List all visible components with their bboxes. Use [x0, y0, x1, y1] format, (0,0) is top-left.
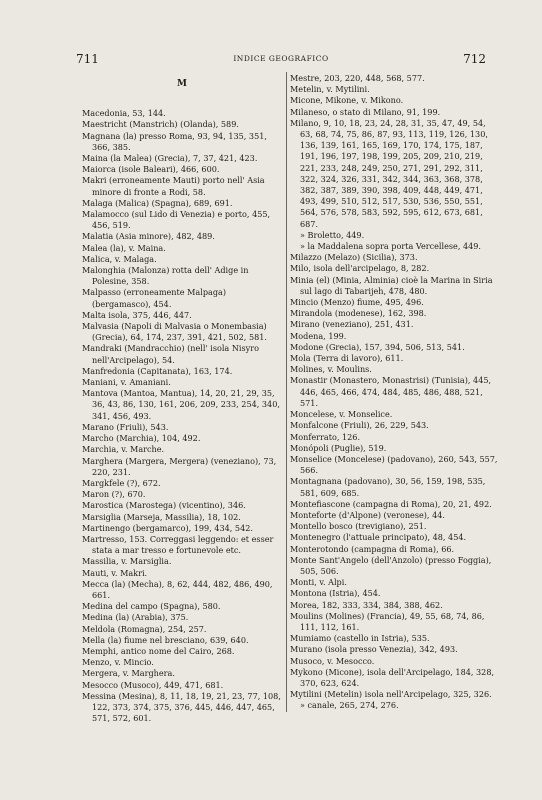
index-entry: Musoco, v. Mesocco. — [290, 655, 375, 666]
index-entry: Maniani, v. Amaniani. — [82, 377, 171, 388]
index-entry: Montello bosco (trevigiano), 251. — [290, 521, 427, 532]
index-entry: Monteforte (d'Alpone) (veronese), 44. — [290, 509, 445, 520]
index-entry: Messina (Mesina), 8, 11, 18, 19, 21, 23, 77, 108, 122, 373, 374, 375, 376, 445, 446, 447, 465, 571, 572, 601. — [82, 690, 281, 724]
index-entry: Mola (Terra di lavoro), 611. — [290, 353, 404, 364]
index-entry: Marsiglia (Marseja, Massilia), 18, 102. — [82, 511, 241, 522]
index-entry: Mincio (Menzo) fiume, 495, 496. — [290, 297, 424, 308]
index-entry: Montenegro (l'attuale principato), 48, 454. — [290, 532, 467, 543]
index-entry: Makri (erroneamente Mauti) porto nell' Asia minore di fronte a Rodi, 58. — [82, 175, 265, 197]
index-entry: Medina (la) (Arabia), 375. — [82, 612, 189, 623]
page-number-right: 712 — [463, 52, 486, 66]
index-entry: Montefiascone (campagna di Roma), 20, 21, 492. — [290, 498, 492, 509]
index-entry: Minia (el) (Minia, Alminia) cioè la Marina in Siria sul lago di Tabarijeh, 478, 480. — [290, 274, 493, 296]
index-entry: Marghera (Margera, Mergera) (veneziano), 73, 220, 231. — [82, 455, 277, 477]
index-entry: Malpasso (erroneamente Malpaga) (bergamasco), 454. — [82, 287, 227, 309]
index-entry: Molines, v. Moulins. — [290, 364, 372, 375]
index-entry: Monferrato, 126. — [290, 431, 361, 442]
index-entry: Mecca (la) (Mecha), 8, 62, 444, 482, 486, 490, 661. — [82, 578, 273, 600]
index-entry: Mesocco (Musoco), 449, 471, 681. — [82, 679, 224, 690]
index-entry: Menzo, v. Mincio. — [82, 657, 154, 668]
index-entry: Marostica (Marostega) (vicentino), 346. — [82, 500, 246, 511]
index-entry: Malvasia (Napoli di Malvasia o Monembasia) (Grecia), 64, 174, 237, 391, 421, 502, 581. — [82, 321, 267, 343]
page-number-left: 711 — [76, 52, 99, 66]
index-entry: Maiorca (isole Baleari), 466, 600. — [82, 164, 220, 175]
index-entry: Mauti, v. Makri. — [82, 567, 148, 578]
left-column — [82, 73, 282, 724]
index-entry: Medina del campo (Spagna), 580. — [82, 601, 221, 612]
index-entry: Monópoli (Puglie), 519. — [290, 442, 387, 453]
index-entry: Malea (la), v. Maina. — [82, 242, 166, 253]
index-entry: Memphi, antico nome del Cairo, 268. — [82, 645, 235, 656]
index-entry: Modone (Grecia), 157, 394, 506, 513, 541. — [290, 341, 465, 352]
index-entry: Macedonia, 53, 144. — [82, 108, 166, 119]
right-column — [290, 73, 500, 712]
index-entry: Montagnana (padovano), 30, 56, 159, 198, 535, 581, 609, 685. — [290, 476, 486, 498]
index-entry: Montona (Istria), 454. — [290, 588, 381, 599]
index-entry: Moncelese, v. Monselice. — [290, 409, 393, 420]
index-entry: Martinengo (bergamarco), 199, 434, 542. — [82, 522, 253, 533]
index-entry: Malamocco (sul Lido di Venezia) e porto, 455, 456, 519. — [82, 209, 271, 231]
index-entry: Mykono (Micone), isola dell'Arcipelago, 184, 328, 370, 623, 624. — [290, 666, 495, 688]
index-entry: Magnana (la) presso Roma, 93, 94, 135, 351, 366, 385. — [82, 130, 267, 152]
index-entry: Massilia, v. Marsiglia. — [82, 556, 172, 567]
index-entry: Mestre, 203, 220, 448, 568, 577. — [290, 73, 425, 83]
index-entry: Mytilini (Metelin) isola nell'Arcipelago, 325, 326. — [290, 689, 492, 700]
section-letter: M — [177, 79, 187, 89]
index-entry: Meldola (Romagna), 254, 257. — [82, 623, 207, 634]
index-subentry: » canale, 265, 274, 276. — [300, 700, 399, 711]
running-title: INDICE GEOGRAFICO — [233, 54, 329, 63]
index-entry: Milo, isola dell'arcipelago, 8, 282. — [290, 263, 430, 274]
index-entry: Mirandola (modenese), 162, 398. — [290, 308, 427, 319]
index-entry: Monselice (Moncelese) (padovano), 260, 543, 557, 566. — [290, 453, 498, 476]
index-entry: Malica, v. Malaga. — [82, 253, 157, 264]
index-entry: Mirano (veneziano), 251, 431. — [290, 319, 414, 330]
index-entry: Milano, 9, 10, 18, 23, 24, 28, 31, 35, 47, 49, 54, 63, 68, 74, 75, 86, 87, 93, 113, 119, 126, 130, 136, 139, 161, 165, 169, 170, 174, 175, 187, 191, 196, 197, 198, 199, 205, 209, 210, 219, 221, 233, 248, 249, 250, 271, 291, 292, 311, 322, 324, 326, 331, 342, 344, 363, 368, 378, 382, 387, 389, 390, 398, 409, 448, 449, 471, 493, 499, 510, 512, 517, 530, 536, 550, 551, 564, 576, 578, 583, 592, 595, 612, 673, 681, 687. — [290, 117, 488, 229]
index-subentry: » Broletto, 449. — [300, 229, 365, 240]
page-header — [76, 52, 486, 68]
index-entry: Malonghia (Malonza) rotta dell' Adige in Polesine, 358. — [82, 265, 249, 287]
index-entry: Maestricht (Manstrich) (Olanda), 589. — [82, 119, 239, 130]
column-divider — [286, 72, 287, 712]
index-entry: Micone, Mikone, v. Mikono. — [290, 95, 404, 106]
index-entry: Maina (la Malea) (Grecia), 7, 37, 421, 423. — [82, 153, 258, 164]
index-entry: Malaga (Malica) (Spagna), 689, 691. — [82, 197, 233, 208]
index-entry: Manfredonia (Capitanata), 163, 174. — [82, 365, 233, 376]
index-entry: Martresso, 153. Correggasi leggendo: et esser stata a mar tresso e fortunevole etc. — [82, 533, 274, 556]
index-entry: Murano (isola presso Venezia), 342, 493. — [290, 644, 458, 655]
index-entry: Morea, 182, 333, 334, 384, 388, 462. — [290, 599, 443, 610]
index-entry: Moulins (Molines) (Francia), 49, 55, 68, 74, 86, 111, 112, 161. — [290, 610, 485, 632]
index-entry: Margkfele (?), 672. — [82, 477, 161, 488]
index-entry: Metelin, v. Mytilini. — [290, 84, 370, 95]
index-entry: Monfalcone (Friuli), 26, 229, 543. — [290, 420, 429, 431]
index-entry: Milazzo (Melazo) (Sicilia), 373. — [290, 252, 418, 263]
index-entry: Marcho (Marchia), 104, 492. — [82, 433, 201, 444]
index-entry: Monte Sant'Angelo (dell'Anzolo) (presso Foggia), 505, 506. — [290, 554, 492, 576]
index-entry: Milaneso, o stato di Milano, 91, 199. — [290, 106, 441, 117]
index-entry: Marano (Friuli), 543. — [82, 421, 169, 432]
index-entry: Malta isola, 375, 446, 447. — [82, 309, 192, 320]
index-entry: Mandraki (Mandracchio) (nell' isola Nisyro nell'Arcipelago), 54. — [82, 343, 259, 365]
index-entry: Maron (?), 670. — [82, 489, 146, 500]
index-subentry: » la Maddalena sopra porta Vercellese, 449. — [300, 241, 482, 252]
index-entry: Monti, v. Alpi. — [290, 577, 347, 588]
index-entry: Mella (la) fiume nel bresciano, 639, 640. — [82, 634, 249, 645]
index-entry: Modena, 199. — [290, 330, 347, 341]
index-entry: Monterotondo (campagna di Roma), 66. — [290, 543, 455, 554]
index-entry: Mantova (Mantoa, Mantua), 14, 20, 21, 29, 35, 36, 43, 86, 130, 161, 206, 209, 233, 254, 340, 341, 456, 493. — [82, 388, 280, 421]
index-entry: Monastir (Monastero, Monastrisi) (Tunisia), 445, 446, 465, 466, 474, 484, 485, 486, 488, 521, 571. — [290, 375, 492, 408]
index-entry: Malatia (Asia minore), 482, 489. — [82, 231, 215, 242]
index-entry: Mergera, v. Marghera. — [82, 668, 175, 679]
index-entry: Marchia, v. Marche. — [82, 444, 165, 455]
index-entry: Mumiamo (castello in Istria), 535. — [290, 633, 430, 644]
